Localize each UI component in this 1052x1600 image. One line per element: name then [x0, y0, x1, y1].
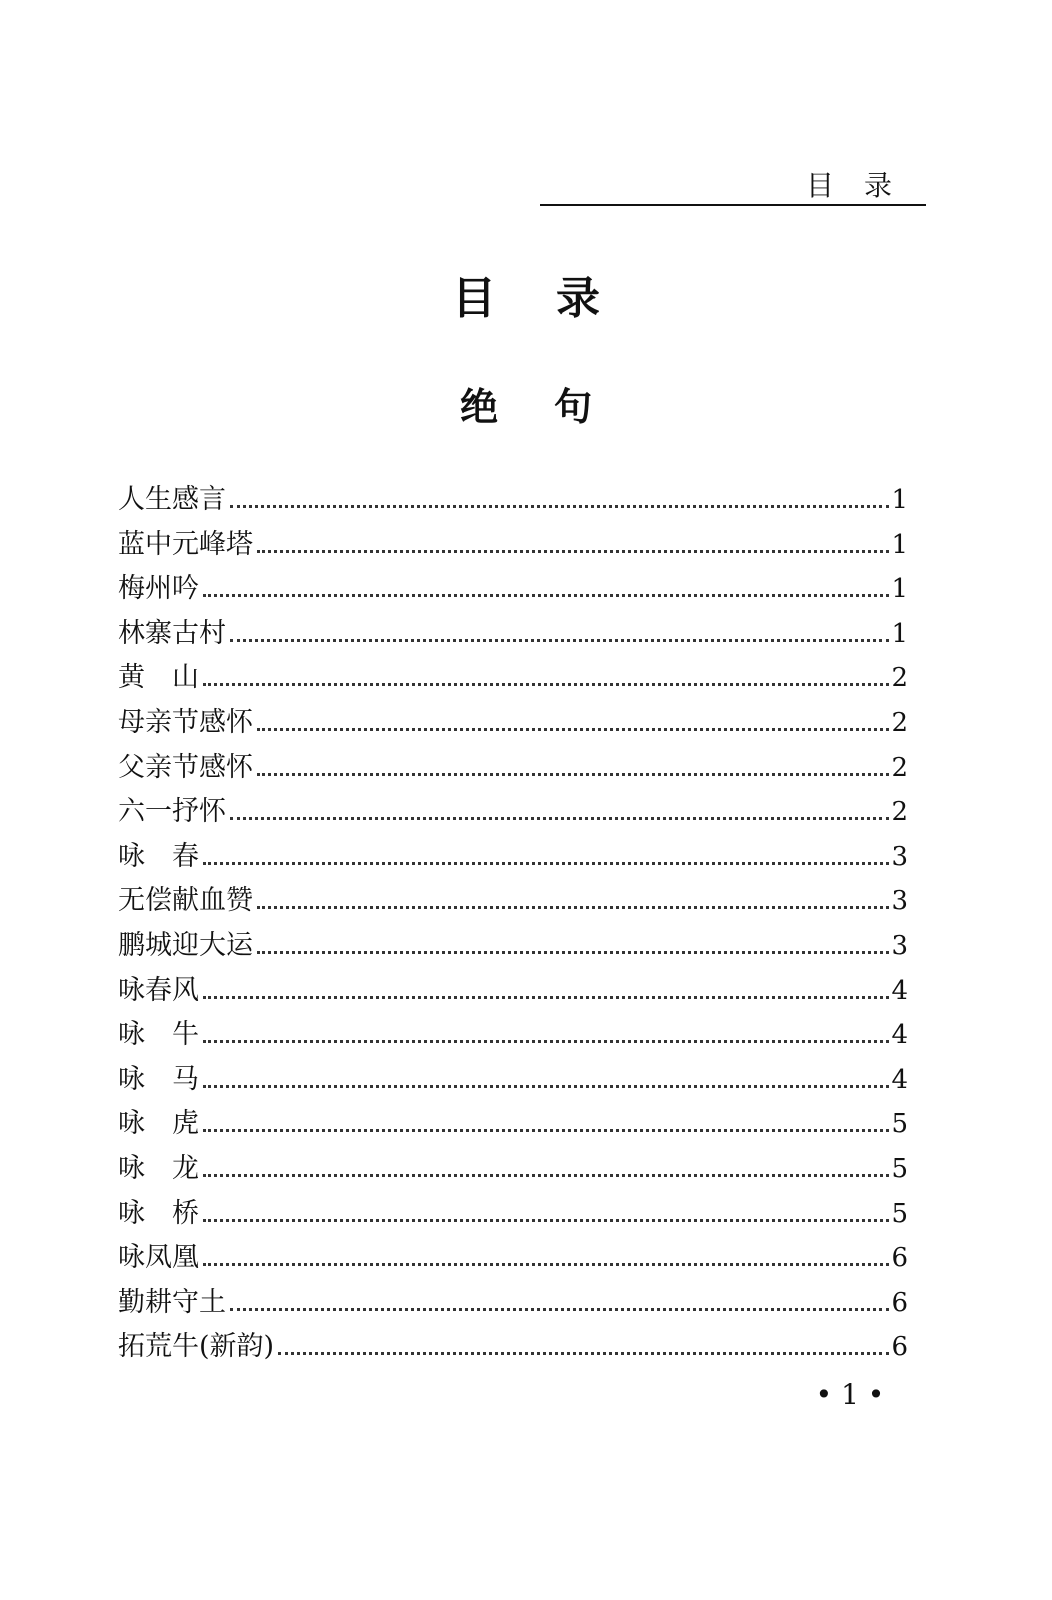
toc-dot-leader [230, 505, 889, 508]
toc-entry-title: 咏 虎 [118, 1108, 199, 1140]
table-of-contents [118, 478, 908, 1370]
toc-entry-title: 咏 春 [118, 840, 199, 872]
toc-dot-leader [203, 683, 889, 686]
toc-entry-title: 咏 牛 [118, 1019, 199, 1051]
toc-dot-leader [230, 817, 889, 820]
toc-entry-title: 黄 山 [118, 662, 199, 694]
toc-entry[interactable] [118, 567, 908, 612]
toc-entry[interactable] [118, 478, 908, 523]
toc-entry[interactable] [118, 924, 908, 969]
toc-entry-title: 蓝中元峰塔 [118, 528, 253, 560]
toc-dot-leader [257, 773, 889, 776]
toc-entry-page-number: 4 [891, 1064, 908, 1095]
toc-entry-title: 无偿献血赞 [118, 885, 253, 917]
toc-dot-leader [257, 550, 889, 553]
toc-entry-title: 咏 桥 [118, 1197, 199, 1229]
toc-entry[interactable] [118, 746, 908, 791]
toc-entry[interactable] [118, 790, 908, 835]
toc-dot-leader [203, 1174, 889, 1177]
toc-dot-leader [203, 1129, 889, 1132]
toc-dot-leader [203, 1085, 889, 1088]
toc-dot-leader [203, 1219, 889, 1222]
toc-entry-page-number: 3 [891, 886, 908, 917]
toc-entry-title: 拓荒牛(新韵) [118, 1331, 275, 1363]
toc-entry-page-number: 1 [891, 618, 908, 649]
toc-entry[interactable] [118, 1236, 908, 1281]
toc-entry[interactable] [118, 1325, 908, 1370]
toc-dot-leader [203, 594, 889, 597]
page-number: • 1 • [815, 1378, 885, 1411]
toc-entry-page-number: 4 [891, 975, 908, 1006]
toc-entry-page-number: 2 [891, 797, 908, 828]
toc-entry[interactable] [118, 656, 908, 701]
toc-dot-leader [203, 1263, 889, 1266]
toc-dot-leader [257, 951, 889, 954]
toc-entry-title: 勤耕守土 [118, 1286, 226, 1318]
toc-dot-leader [230, 639, 889, 642]
toc-entry-page-number: 1 [891, 485, 908, 515]
toc-dot-leader [230, 1308, 889, 1311]
toc-entry-page-number: 3 [891, 841, 908, 872]
toc-entry[interactable] [118, 1058, 908, 1103]
toc-dot-leader [257, 906, 889, 909]
toc-entry[interactable] [118, 969, 908, 1014]
toc-entry-page-number: 6 [891, 1243, 908, 1274]
toc-entry-page-number: 4 [891, 1020, 908, 1051]
toc-entry[interactable] [118, 612, 908, 657]
toc-dot-leader [203, 996, 889, 999]
toc-entry-title: 鹏城迎大运 [118, 929, 253, 961]
page-title: 目录 [452, 273, 660, 324]
toc-entry[interactable] [118, 1192, 908, 1237]
toc-entry[interactable] [118, 701, 908, 746]
toc-dot-leader [257, 728, 889, 731]
toc-entry-title: 母亲节感怀 [118, 706, 253, 738]
toc-entry[interactable] [118, 1147, 908, 1192]
toc-entry-title: 父亲节感怀 [118, 751, 253, 783]
toc-dot-leader [278, 1352, 889, 1355]
toc-entry-page-number: 5 [891, 1109, 908, 1140]
toc-entry-title: 林寨古村 [118, 617, 226, 649]
toc-entry-title: 咏春风 [118, 974, 199, 1006]
toc-entry-page-number: 6 [891, 1332, 908, 1363]
toc-entry-page-number: 1 [891, 529, 908, 560]
toc-entry[interactable] [118, 1281, 908, 1326]
toc-entry[interactable] [118, 835, 908, 880]
toc-entry-page-number: 2 [891, 707, 908, 738]
toc-entry[interactable] [118, 879, 908, 924]
toc-entry-page-number: 2 [891, 752, 908, 783]
toc-entry-title: 六一抒怀 [118, 796, 226, 828]
toc-entry-title: 咏 马 [118, 1063, 199, 1095]
running-header-text: 目录 [805, 169, 922, 202]
toc-entry-title: 梅州吟 [118, 573, 199, 605]
toc-entry[interactable] [118, 523, 908, 568]
toc-entry-page-number: 6 [891, 1287, 908, 1318]
section-title: 绝句 [459, 385, 648, 429]
toc-entry-page-number: 5 [891, 1198, 908, 1229]
toc-entry-page-number: 2 [891, 663, 908, 694]
toc-entry[interactable] [118, 1013, 908, 1058]
toc-entry[interactable] [118, 1102, 908, 1147]
toc-entry-page-number: 1 [891, 574, 908, 605]
toc-entry-title: 人生感言 [118, 484, 226, 515]
toc-dot-leader [203, 1040, 889, 1043]
running-header [540, 160, 926, 206]
toc-entry-page-number: 5 [891, 1153, 908, 1184]
toc-entry-title: 咏凤凰 [118, 1242, 199, 1274]
toc-entry-page-number: 3 [891, 930, 908, 961]
toc-entry-title: 咏 龙 [118, 1152, 199, 1184]
toc-dot-leader [203, 862, 889, 865]
